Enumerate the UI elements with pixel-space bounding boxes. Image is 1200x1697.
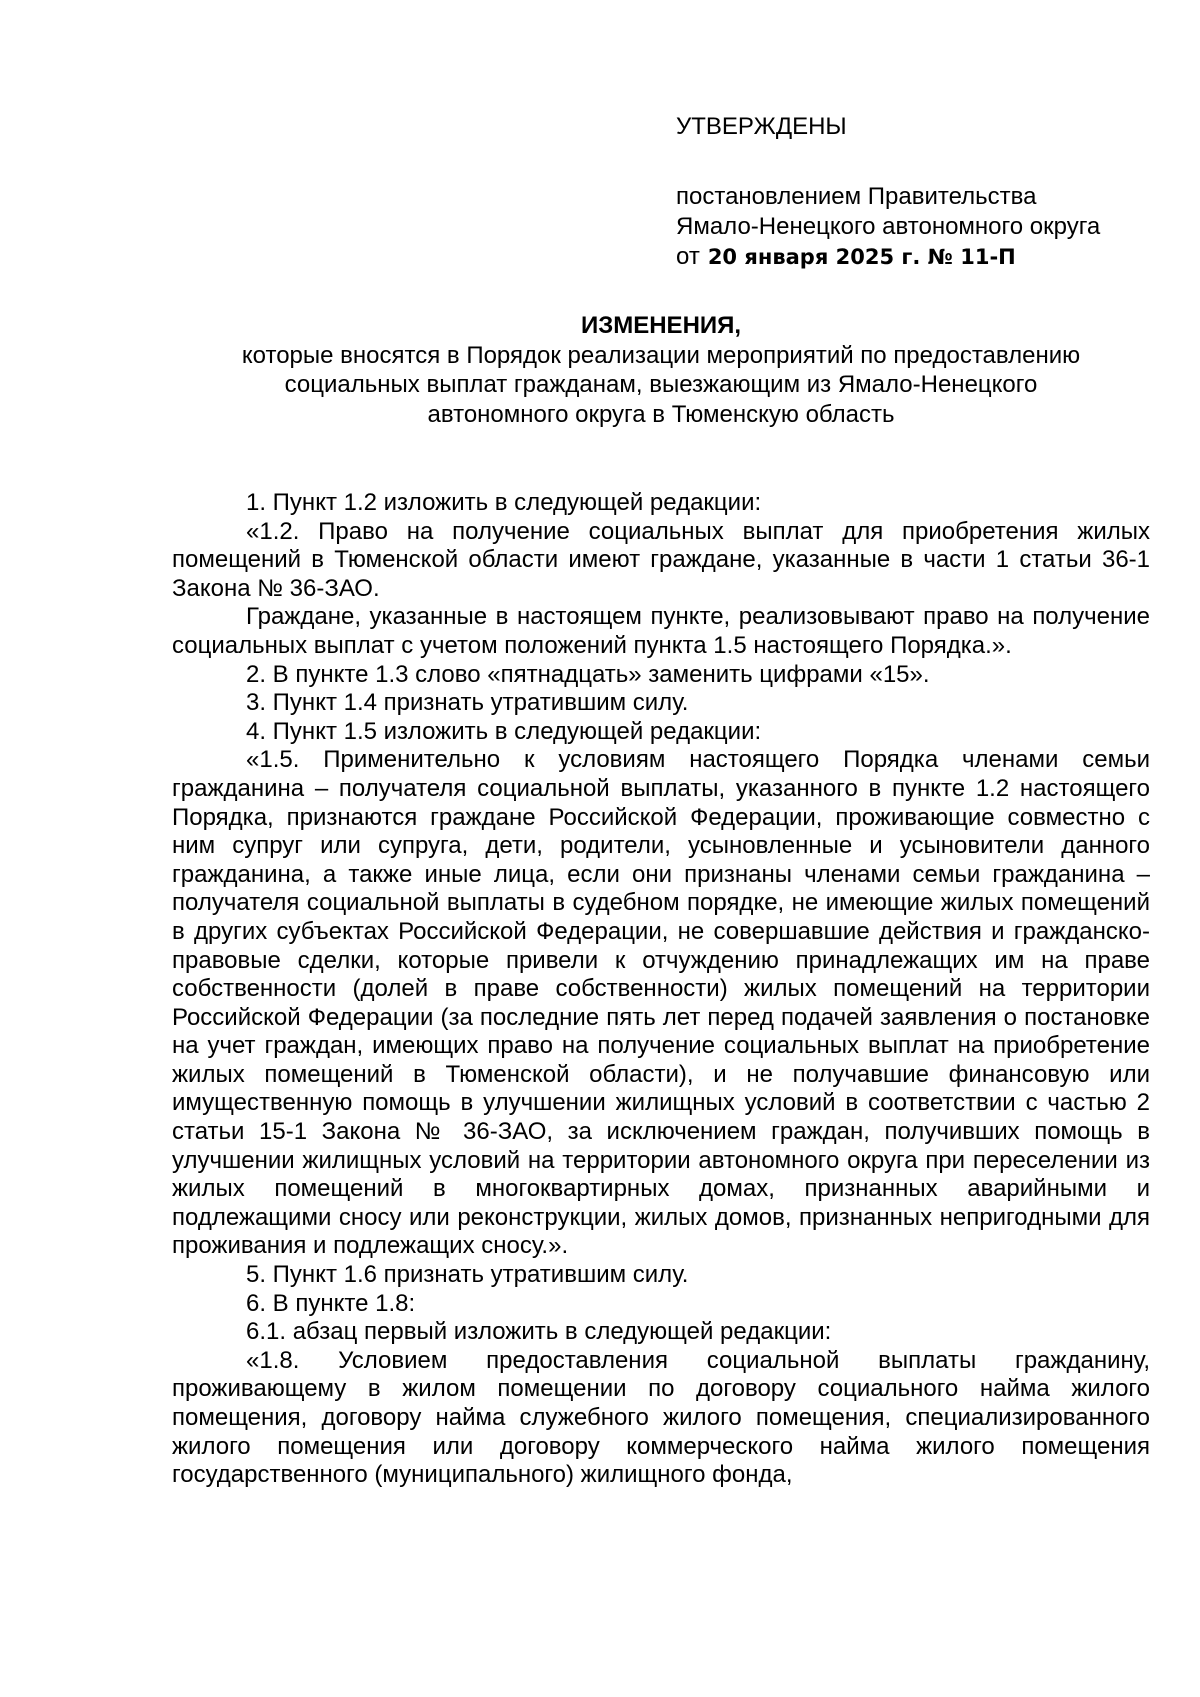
paragraph: «1.2. Право на получение социальных выплат для приобретения жилых помещений в Тюменской области имеют граждане, указанные в части 1 статьи 36-1 Закона № 36-ЗАО. — [172, 517, 1150, 602]
document-subtitle-line: которые вносятся в Порядок реализации мероприятий по предоставлению — [241, 341, 1081, 369]
paragraph: «1.8. Условием предоставления социальной выплаты гражданину, проживающему в жилом помещении по договору социального найма жилого помещения, договору найма служебного жилого помещения, специализированного жилого помещения или договору коммерческого найма жилого помещения государственного (муниципального) жилищного фонда, — [172, 1346, 1150, 1489]
document-subtitle-line: автономного округа в Тюменскую область — [427, 400, 895, 428]
approval-line-2: Ямало-Ненецкого автономного округа — [676, 213, 1101, 240]
approval-date-prefix: от — [676, 243, 700, 270]
document-body — [172, 489, 1150, 1490]
paragraph: 6. В пункте 1.8: — [246, 1289, 416, 1317]
document-heading: ИЗМЕНЕНИЯ, — [580, 312, 742, 339]
approval-date-line — [676, 242, 1176, 272]
paragraph: 4. Пункт 1.5 изложить в следующей редакции: — [246, 717, 762, 745]
document-title — [120, 311, 1200, 429]
paragraph: 2. В пункте 1.3 слово «пятнадцать» заменить цифрами «15». — [246, 660, 930, 688]
approval-title: УТВЕРЖДЕНЫ — [676, 113, 847, 140]
paragraph: 5. Пункт 1.6 признать утратившим силу. — [246, 1261, 689, 1289]
approval-stamp — [676, 112, 1176, 272]
approval-date-value: 20 января 2025 г. № 11-П — [707, 245, 1016, 269]
paragraph: 1. Пункт 1.2 изложить в следующей редакции: — [246, 489, 762, 516]
paragraph: 6.1. абзац первый изложить в следующей редакции: — [246, 1318, 832, 1346]
approval-line-1: постановлением Правительства — [676, 183, 1037, 210]
document-subtitle-line: социальных выплат гражданам, выезжающим из Ямало-Ненецкого — [284, 371, 1038, 398]
paragraph: Граждане, указанные в настоящем пункте, реализовывают право на получение социальных выплат с учетом положений пункта 1.5 настоящего Порядка.». — [172, 603, 1150, 659]
paragraph: «1.5. Применительно к условиям настоящего Порядка членами семьи гражданина – получателя социальной выплаты, указанного в пункте 1.2 настоящего Порядка, признаются граждане Российской Федерации, проживающие совместно с ним супруг или супруга, дети, родители, усыновленные и усыновители данного гражданина, а также иные лица, если они признаны членами семьи гражданина – получателя социальной выплаты в судебном порядке, не имеющие жилых помещений в других субъектах Российской Федерации, не совершавшие действия и гражданско-правовые сделки, которые привели к отчуждению принадлежащих им на праве собственности (долей в праве собственности) жилых помещений на территории Российской Федерации (за последние пять лет перед подачей заявления о постановке на учет граждан, имеющих право на получение социальных выплат на приобретение жилых помещений в Тюменской области), и не получавшие финансовую или имущественную помощь в улучшении жилищных условий в соответствии с частью 2 статьи 15-1 Закона № 36-ЗАО, за исключением граждан, получивших помощь в улучшении жилищных условий на территории автономного округа при переселении из жилых помещений в многоквартирных домах, признанных аварийными и подлежащими сносу или реконструкции, жилых домов, признанных непригодными для проживания и подлежащих сносу.». — [172, 746, 1150, 1260]
paragraph: 3. Пункт 1.4 признать утратившим силу. — [246, 689, 689, 717]
